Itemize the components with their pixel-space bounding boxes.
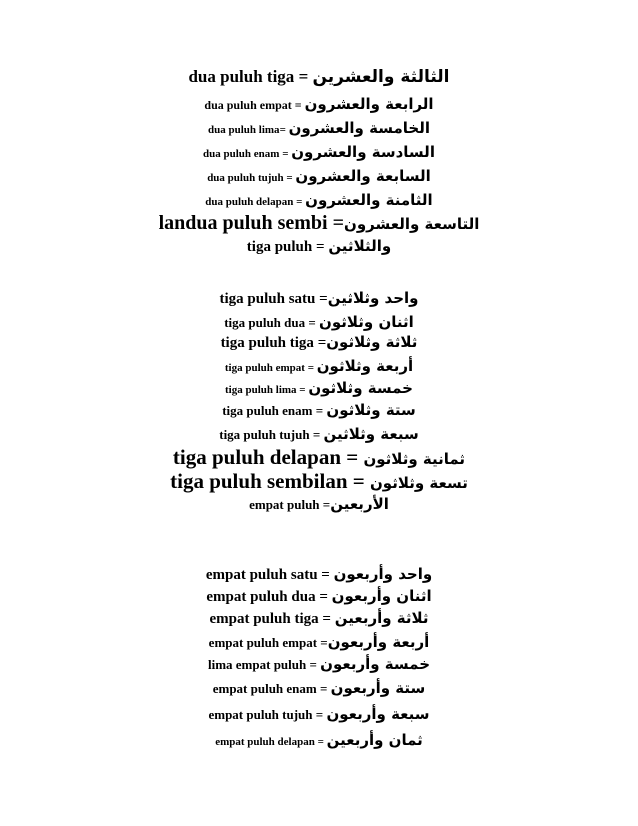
equals-sign: = bbox=[319, 497, 331, 512]
number-line bbox=[0, 96, 638, 113]
arabic-text: سبعة وأربعون bbox=[326, 705, 430, 723]
number-line bbox=[0, 290, 638, 308]
arabic-text: أربعة وثلاثون bbox=[316, 357, 414, 375]
number-line bbox=[0, 634, 638, 651]
number-line bbox=[0, 566, 638, 584]
malay-text: dua puluh enam bbox=[203, 148, 280, 160]
malay-text: empat puluh tujuh bbox=[208, 707, 313, 722]
number-line bbox=[0, 470, 638, 493]
number-line bbox=[0, 732, 638, 749]
malay-text: tiga puluh tiga bbox=[220, 335, 314, 351]
malay-text: dua puluh lima bbox=[208, 124, 280, 136]
equals-sign: = bbox=[347, 469, 370, 493]
equals-sign: = bbox=[341, 445, 364, 469]
number-line bbox=[0, 656, 638, 673]
malay-text: dua puluh delapan bbox=[205, 196, 294, 208]
arabic-text: الرابعة والعشرون bbox=[304, 95, 434, 113]
malay-text: tiga puluh delapan bbox=[172, 445, 341, 469]
equals-sign: = bbox=[306, 657, 321, 672]
malay-text: empat puluh delapan bbox=[215, 736, 315, 748]
arabic-text: ثمانية وثلاثون bbox=[363, 450, 466, 468]
equals-sign: = bbox=[279, 124, 289, 136]
malay-text: lima empat puluh bbox=[207, 657, 307, 672]
malay-text: empat puluh bbox=[249, 497, 320, 512]
number-line bbox=[0, 68, 638, 87]
arabic-text: واحد وثلاثين bbox=[327, 289, 419, 307]
equals-sign: = bbox=[312, 707, 327, 722]
equals-sign: = bbox=[304, 362, 317, 374]
arabic-text: اثنان وأربعون bbox=[331, 587, 432, 605]
number-line bbox=[0, 446, 638, 469]
malay-text: tiga puluh satu bbox=[219, 291, 316, 307]
number-line bbox=[0, 496, 638, 513]
arabic-text: واحد وأربعون bbox=[333, 565, 433, 583]
equals-sign: = bbox=[315, 589, 332, 605]
arabic-text: السابعة والعشرون bbox=[295, 167, 431, 185]
number-line bbox=[0, 588, 638, 606]
malay-text: tiga puluh lima bbox=[225, 384, 297, 396]
arabic-text: ستة وأربعون bbox=[330, 679, 426, 697]
malay-text: tiga puluh tujuh bbox=[219, 427, 310, 442]
malay-text: tiga puluh empat bbox=[224, 362, 305, 374]
arabic-text: خمسة وثلاثون bbox=[308, 379, 413, 397]
malay-text: tiga puluh sembilan bbox=[170, 469, 348, 493]
number-line bbox=[0, 610, 638, 628]
number-line bbox=[0, 144, 638, 161]
arabic-text: الأربعين bbox=[330, 495, 389, 513]
number-line bbox=[0, 314, 638, 331]
equals-sign: = bbox=[305, 315, 320, 330]
malay-text: dua puluh tujuh bbox=[207, 172, 284, 184]
malay-text: dua puluh empat bbox=[204, 98, 292, 112]
equals-sign: = bbox=[313, 335, 327, 351]
equals-sign: = bbox=[312, 239, 329, 255]
number-line bbox=[0, 358, 638, 375]
number-line bbox=[0, 168, 638, 185]
equals-sign: = bbox=[314, 736, 327, 748]
equals-sign: = bbox=[294, 67, 313, 86]
number-line bbox=[0, 380, 638, 397]
arabic-text: والثلاثين bbox=[328, 237, 392, 255]
arabic-text: ستة وثلاثون bbox=[326, 401, 416, 419]
equals-sign: = bbox=[316, 681, 331, 696]
equals-sign: = bbox=[318, 611, 335, 627]
arabic-text: سبعة وثلاثين bbox=[323, 425, 419, 443]
arabic-text: اثنان وثلاثون bbox=[319, 313, 414, 331]
number-line bbox=[0, 334, 638, 352]
malay-text: empat puluh enam bbox=[212, 681, 317, 696]
arabic-text: تسعة وثلاثون bbox=[370, 474, 468, 492]
equals-sign: = bbox=[317, 635, 328, 650]
arabic-text: الخامسة والعشرون bbox=[288, 119, 430, 137]
arabic-text: الثالثة والعشرين bbox=[312, 67, 450, 87]
equals-sign: = bbox=[317, 567, 334, 583]
equals-sign: = bbox=[315, 291, 328, 307]
number-line bbox=[0, 706, 638, 723]
number-line bbox=[0, 120, 638, 137]
malay-text: tiga puluh dua bbox=[224, 315, 306, 330]
number-line bbox=[0, 680, 638, 697]
equals-sign: = bbox=[312, 403, 327, 418]
malay-text: landua puluh sembi bbox=[158, 212, 328, 234]
malay-text: tiga puluh bbox=[246, 239, 313, 255]
arabic-text: أربعة وأربعون bbox=[327, 633, 430, 651]
equals-sign: = bbox=[296, 384, 309, 396]
number-line bbox=[0, 212, 638, 234]
number-line bbox=[0, 426, 638, 443]
number-line bbox=[0, 238, 638, 256]
malay-text: empat puluh tiga bbox=[209, 611, 319, 627]
arabic-text: خمسة وأربعون bbox=[320, 655, 431, 673]
malay-text: empat puluh satu bbox=[205, 567, 318, 583]
equals-sign: = bbox=[293, 196, 306, 208]
malay-text: empat puluh dua bbox=[206, 589, 316, 605]
equals-sign: = bbox=[291, 98, 305, 112]
number-line bbox=[0, 402, 638, 419]
malay-text: dua puluh tiga bbox=[188, 67, 295, 86]
arabic-text: ثلاثة وثلاثون bbox=[326, 333, 418, 351]
arabic-text: ثلاثة وأربعين bbox=[334, 609, 429, 627]
arabic-text: السادسة والعشرون bbox=[291, 143, 435, 161]
malay-text: tiga puluh enam bbox=[222, 403, 313, 418]
number-line bbox=[0, 192, 638, 209]
malay-text: empat puluh empat bbox=[208, 635, 318, 650]
arabic-text: ثمان وأربعين bbox=[326, 731, 423, 749]
equals-sign: = bbox=[279, 148, 292, 160]
arabic-text: الثامنة والعشرون bbox=[305, 191, 433, 209]
arabic-text: التاسعة والعشرون bbox=[344, 215, 480, 233]
equals-sign: = bbox=[283, 172, 296, 184]
equals-sign: = bbox=[309, 427, 324, 442]
equals-sign: = bbox=[327, 212, 345, 234]
